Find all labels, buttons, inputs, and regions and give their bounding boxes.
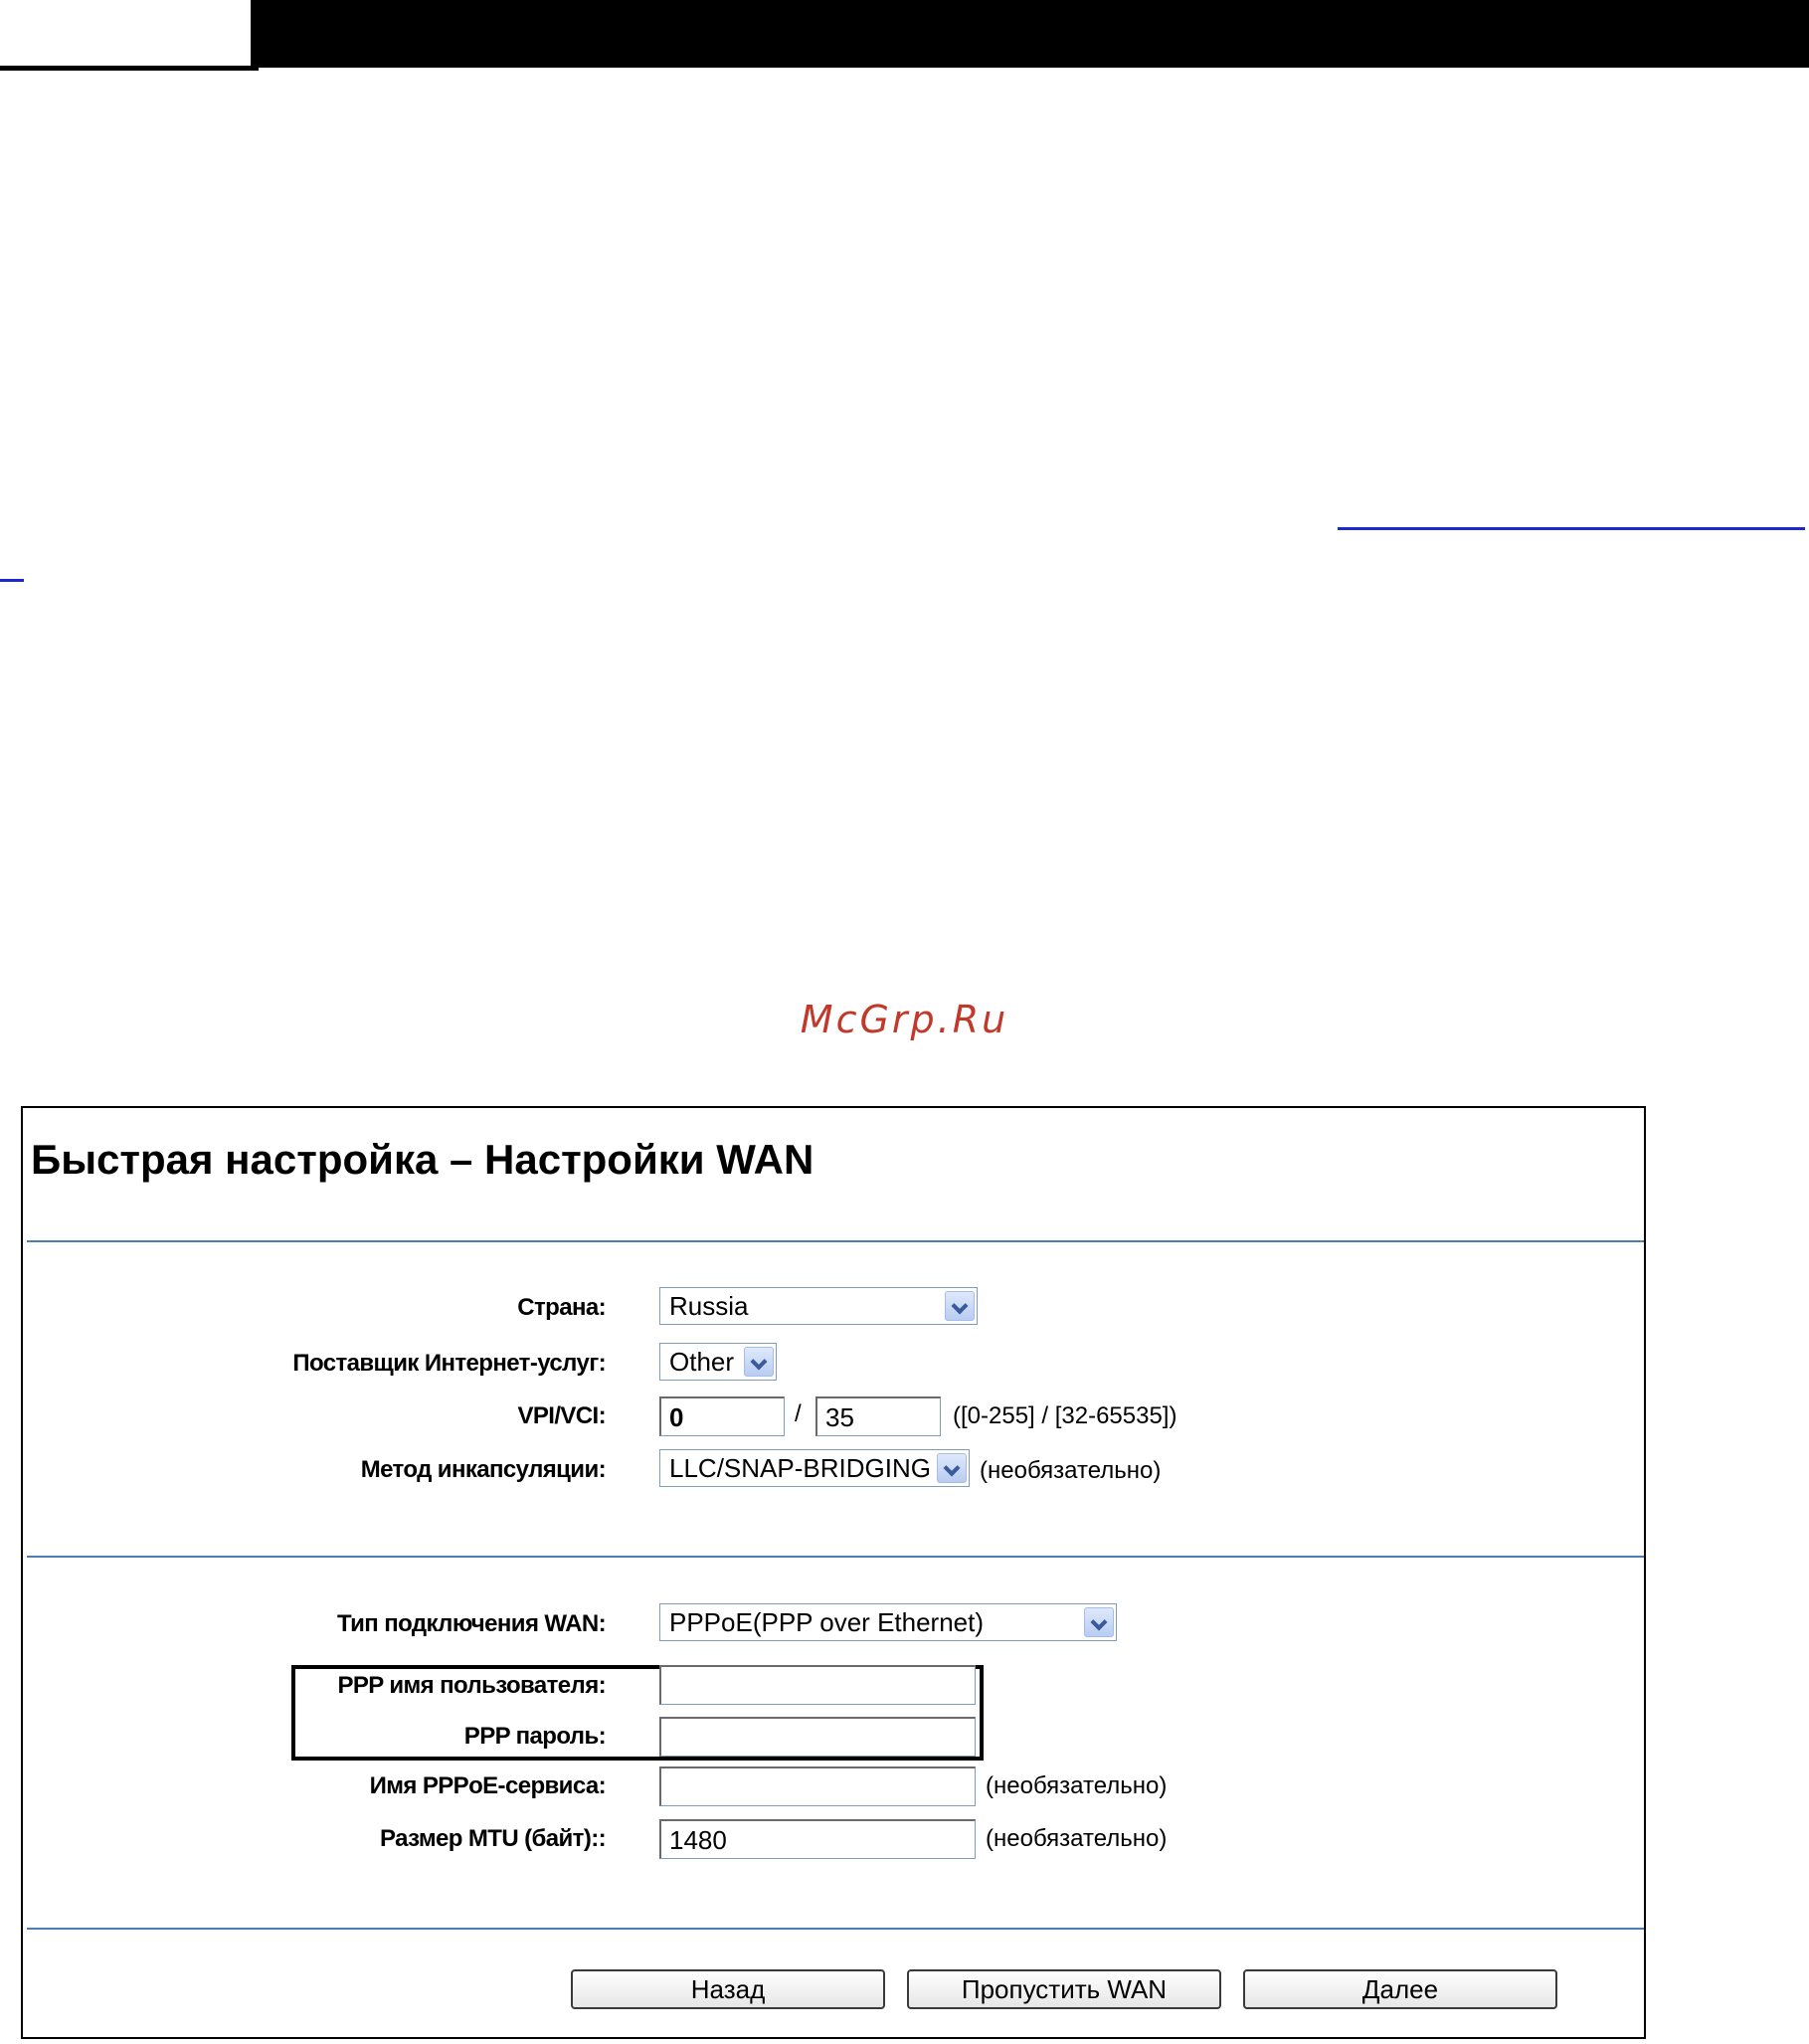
country-value: Russia: [669, 1291, 749, 1321]
chevron-down-icon[interactable]: [744, 1347, 774, 1377]
encap-note: (необязательно): [980, 1457, 1162, 1484]
wan-type-label: Тип подключения WAN:: [336, 1610, 606, 1637]
isp-value: Other: [669, 1347, 735, 1377]
vpivci-range: ([0-255] / [32-65535]): [953, 1402, 1177, 1429]
top-rule: [0, 66, 259, 71]
wan-type-select[interactable]: [659, 1603, 1117, 1641]
page-title: Быстрая настройка – Настройки WAN: [31, 1136, 814, 1183]
divider-bottom: [27, 1928, 1644, 1930]
country-label: Страна:: [517, 1294, 606, 1321]
link-underline-continued[interactable]: [0, 579, 24, 582]
next-button[interactable]: Далее: [1243, 1969, 1557, 2009]
mtu-input[interactable]: 1480: [659, 1819, 976, 1859]
wan-type-value: PPPoE(PPP over Ethernet): [669, 1607, 985, 1637]
divider-top: [27, 1240, 1644, 1242]
ppp-pass-label: PPP пароль:: [463, 1723, 606, 1750]
chevron-down-icon[interactable]: [937, 1453, 967, 1483]
ppp-pass-input[interactable]: [659, 1717, 976, 1757]
mtu-note: (необязательно): [986, 1825, 1168, 1852]
back-button[interactable]: Назад: [571, 1969, 885, 2009]
skip-wan-button[interactable]: Пропустить WAN: [907, 1969, 1221, 2009]
divider-middle: [27, 1556, 1644, 1558]
isp-select[interactable]: [659, 1343, 777, 1381]
mtu-label: Размер MTU (байт)::: [380, 1825, 606, 1852]
vpi-input[interactable]: 0: [659, 1396, 785, 1436]
country-select[interactable]: [659, 1287, 978, 1325]
top-black-bar: [251, 0, 1809, 68]
chevron-down-icon[interactable]: [1084, 1607, 1114, 1637]
watermark: McGrp.Ru: [800, 998, 1009, 1041]
ppp-user-label: PPP имя пользователя:: [337, 1672, 606, 1699]
encap-select[interactable]: [659, 1449, 970, 1487]
ppp-user-input[interactable]: [659, 1665, 976, 1705]
pppoe-service-label: Имя PPPoE-сервиса:: [369, 1772, 606, 1799]
isp-label: Поставщик Интернет-услуг:: [292, 1350, 606, 1377]
pppoe-service-input[interactable]: [659, 1766, 976, 1806]
link-underline[interactable]: [1338, 527, 1805, 530]
vci-input[interactable]: 35: [815, 1396, 941, 1436]
encap-label: Метод инкапсуляции:: [360, 1456, 606, 1483]
vpivci-slash: /: [795, 1400, 802, 1427]
wan-settings-panel: [21, 1106, 1646, 2039]
vpivci-label: VPI/VCI:: [517, 1402, 606, 1429]
encap-value: LLC/SNAP-BRIDGING: [669, 1453, 931, 1483]
pppoe-service-note: (необязательно): [986, 1772, 1168, 1799]
chevron-down-icon[interactable]: [945, 1291, 975, 1321]
